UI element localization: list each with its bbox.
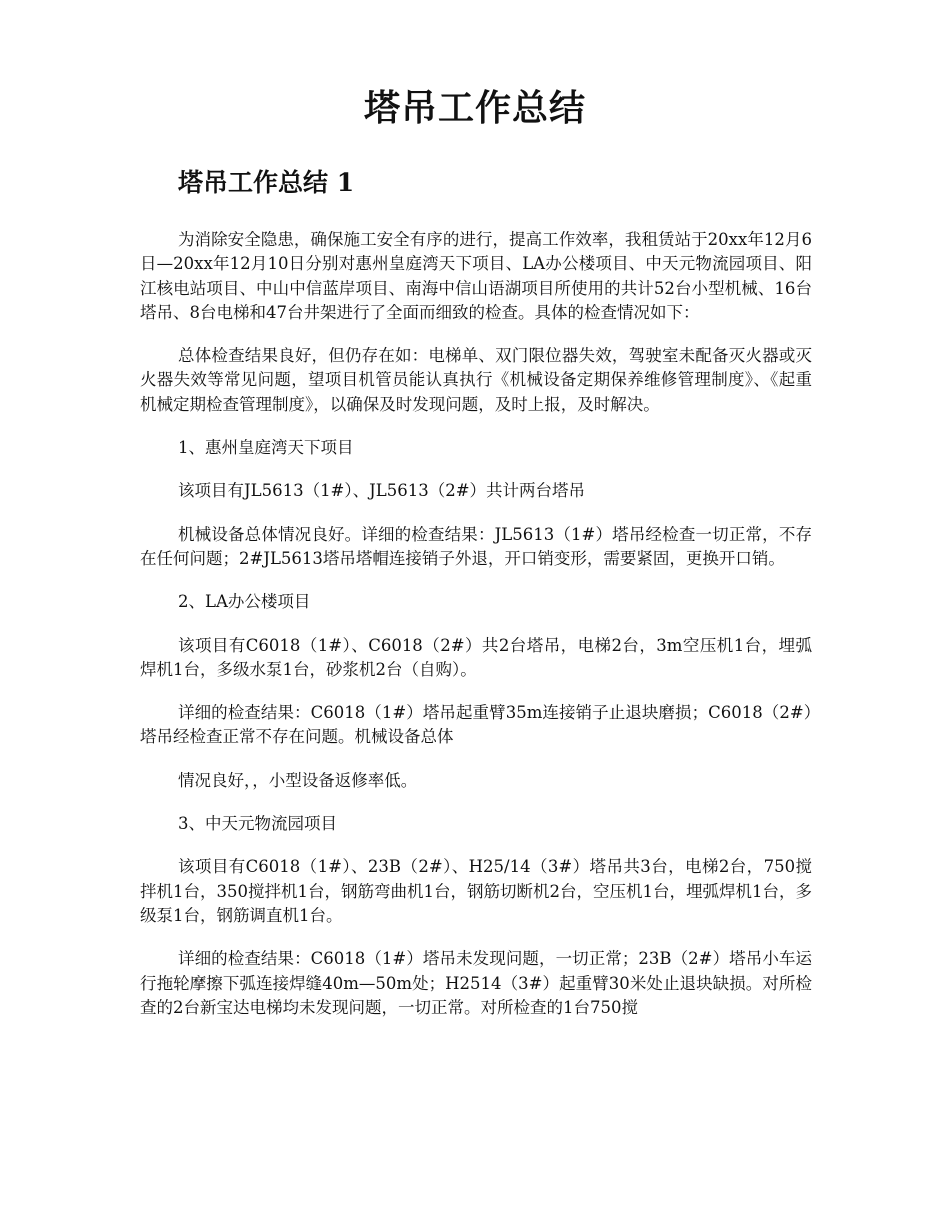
item-heading-3: 3、中天元物流园项目: [178, 814, 337, 834]
paragraph: 该项目有C6018（1#）、C6018（2#）共2台塔吊，电梯2台，3m空压机1台，埋弧焊机1台，多级水泵1台，砂浆机2台（自购）。: [140, 635, 812, 679]
paragraph-summary: 总体检查结果良好，但仍存在如：电梯单、双门限位器失效，驾驶室未配备灭火器或灭火器失效等常见问题，望项目机管员能认真执行《机械设备定期保养维修管理制度》、《起重机械定期检查管理制度》，以确保及时发现问题，及时上报，及时解决。: [140, 346, 812, 414]
document-body: [140, 228, 812, 1039]
paragraph: 详细的检查结果：C6018（1#）塔吊起重臂35m连接销子止退块磨损；C6018（2#）塔吊经检查正常不存在问题。机械设备总体: [140, 703, 812, 747]
section-heading: 塔吊工作总结 1: [178, 168, 355, 197]
paragraph: 详细的检查结果：C6018（1#）塔吊未发现问题，一切正常；23B（2#）塔吊小车运行拖轮摩擦下弧连接焊缝40m—50m处；H2514（3#）起重臂30米处止退块缺损。对所检查的2台新宝达电梯均未发现问题，一切正常。对所检查的1台750搅: [140, 949, 812, 1017]
item-heading-2: 2、LA办公楼项目: [178, 592, 311, 612]
document-title: 塔吊工作总结: [363, 87, 586, 129]
item-heading-1: 1、惠州皇庭湾天下项目: [178, 438, 354, 458]
paragraph: 该项目有JL5613（1#）、JL5613（2#）共计两台塔吊: [178, 481, 586, 501]
paragraph-intro: 为消除安全隐患，确保施工安全有序的进行，提高工作效率，我租赁站于20xx年12月6日—20xx年12月10日分别对惠州皇庭湾天下项目、LA办公楼项目、中天元物流园项目、阳江核电站项目、中山中信蓝岸项目、南海中信山语湖项目所使用的共计52台小型机械、16台塔吊、8台电梯和47台井架进行了全面而细致的检查。具体的检查情况如下：: [140, 230, 812, 322]
paragraph: 情况良好，，小型设备返修率低。: [178, 770, 418, 790]
paragraph: 该项目有C6018（1#）、23B（2#）、H25/14（3#）塔吊共3台，电梯2台，750搅拌机1台，350搅拌机1台，钢筋弯曲机1台，钢筋切断机2台，空压机1台，埋弧焊机1台，多级泵1台，钢筋调直机1台。: [140, 857, 812, 925]
paragraph: 机械设备总体情况良好。详细的检查结果：JL5613（1#）塔吊经检查一切正常，不存在任何问题；2#JL5613塔吊塔帽连接销子外退，开口销变形，需要紧固，更换开口销。: [140, 524, 812, 568]
